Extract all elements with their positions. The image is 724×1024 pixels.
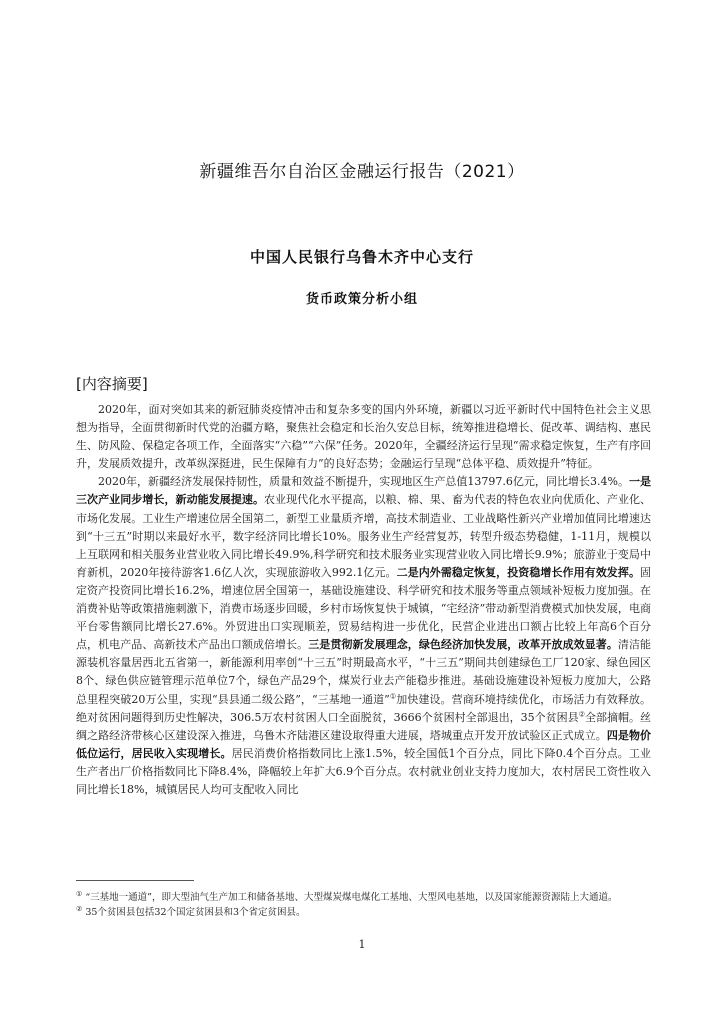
footnote-ref-1: ① bbox=[389, 691, 397, 700]
paragraph-text: 农业现代化水平提高，以粮、棉、果、畜为代表的特色农业向优质化、产业化、市场化发展。工业生产增速位居全国第二，新型工业量质齐增，高技术制造业、工业战略性新兴产业增加值同比增速达到“十三五”时期以来最好水平，数字经济同比增长10%。服务业生产经营复苏，转型升级态势稳健，1-11月，规模以上互联网和相关服务业营业收入同比增长49.9%,科学研究和技术服务业实现营业收入同比增长9.9%；旅游业于变局中育新机，2020年接待游客1.6亿人次，实现旅游收入992.1亿元。 bbox=[76, 493, 651, 579]
footnote-mark-1: ① bbox=[76, 889, 83, 898]
footnote-mark-2: ② bbox=[76, 904, 83, 913]
report-title: 新疆维吾尔自治区金融运行报告（2021） bbox=[199, 162, 525, 182]
footnote-divider bbox=[76, 880, 194, 881]
footnote-1 bbox=[76, 891, 651, 906]
author-group: 货币政策分析小组 bbox=[305, 292, 418, 307]
footnote-text-2: 35个贫困县包括32个国定贫困县和3个省定贫困县。 bbox=[85, 906, 306, 918]
paragraph-text: 2020年，面对突如其来的新冠肺炎疫情冲击和复杂多变的国内外环境，新疆以习近平新时代中国特色社会主义思想为指导，全面贯彻新时代党的治疆方略，聚焦社会稳定和长治久安总目标，统筹推进稳增长、促改革、调结构、惠民生、防风险、保稳定各项工作，全面落实“六稳”“六保”任务。2020年，全疆经济运行呈现“需求稳定恢复，生产有序回升，发展质效提升，改革纵深挺进，民生保障有力”的良好态势；金融运行呈现“总体平稳、质效提升”特征。 bbox=[76, 403, 651, 471]
paragraph-text: 加快建设。营商环境持续优化，市场活力有效释放。绝对贫困问题得到历史性解决，306.5万农村贫困人口全面脱贫，3666个贫困村全部退出，35个贫困县 bbox=[76, 692, 651, 724]
summary-body bbox=[76, 401, 651, 799]
paragraph-text: 居民消费价格指数同比上涨1.5%，较全国低1个百分点，同比下降0.4个百分点。工业生产者出厂价格指数同比下降8.4%，降幅较上年扩大6.9个百分点。农村就业创业支持力度加大，农村居民工资性收入同比增长18%，城镇居民人均可支配收入同比 bbox=[76, 746, 652, 796]
paragraph-text: 固定资产投资同比增长16.2%，增速位居全国第一，基础设施建设、科学研究和技术服务等重点领域补短板力度加强。在消费补贴等政策措施刺激下，消费市场逐步回暖，乡村市场恢复快于城镇，“宅经济”带动新型消费模式加快发展，电商平台零售额同比增长27.6%。外贸进出口实现顺差，贸易结构进一步优化，民营企业进出口额占比较上年高6个百分点，机电产品、高新技术产品出口额成倍增长。 bbox=[76, 565, 652, 652]
key-point-1: 一是三次产业同步增长，新动能发展提速。 bbox=[76, 475, 651, 507]
page-number: 1 bbox=[358, 938, 366, 951]
footnote-text-1: “三基地一通道”，即大型油气生产加工和储备基地、大型煤炭煤电煤化工基地、大型风电基地，以及国家能源资源陆上大通道。 bbox=[85, 892, 618, 903]
summary-paragraph bbox=[76, 401, 651, 473]
paragraph-text: 清洁能源装机容量居西北五省第一，新能源利用率创“十三五”时期最高水平，“十三五”期间共创建绿色工厂120家、绿色园区8个、绿色供应链管理示范单位7个，绿色产品29个，煤炭行业去产能稳步推进。基础设施建设补短板力度加大，公路总里程突破20万公里，实现“县县通二级公路”，“三基地一通道” bbox=[76, 638, 652, 706]
footnotes bbox=[76, 891, 651, 920]
paragraph-text: 2020年，新疆经济发展保持韧性，质量和效益不断提升，实现地区生产总值13797.6亿元，同比增长3.4%。 bbox=[98, 475, 629, 489]
author-organization: 中国人民银行乌鲁木齐中心支行 bbox=[249, 248, 474, 266]
paragraph-text: 全部摘帽。丝绸之路经济带核心区建设深入推进，乌鲁木齐陆港区建设取得重大进展，塔城重点开发开放试验区正式成立。 bbox=[76, 710, 651, 742]
footnote-2 bbox=[76, 906, 651, 921]
summary-paragraph bbox=[76, 473, 651, 799]
key-point-3: 三是贯彻新发展理念，绿色经济加快发展，改革开放成效显著。 bbox=[308, 638, 618, 652]
key-point-4: 四是物价低位运行，居民收入实现增长。 bbox=[76, 728, 652, 760]
key-point-2: 二是内外需稳定恢复，投资稳增长作用有效发挥。 bbox=[396, 565, 641, 579]
footnote-ref-2: ② bbox=[578, 709, 585, 718]
summary-heading: [内容摘要] bbox=[76, 375, 148, 393]
